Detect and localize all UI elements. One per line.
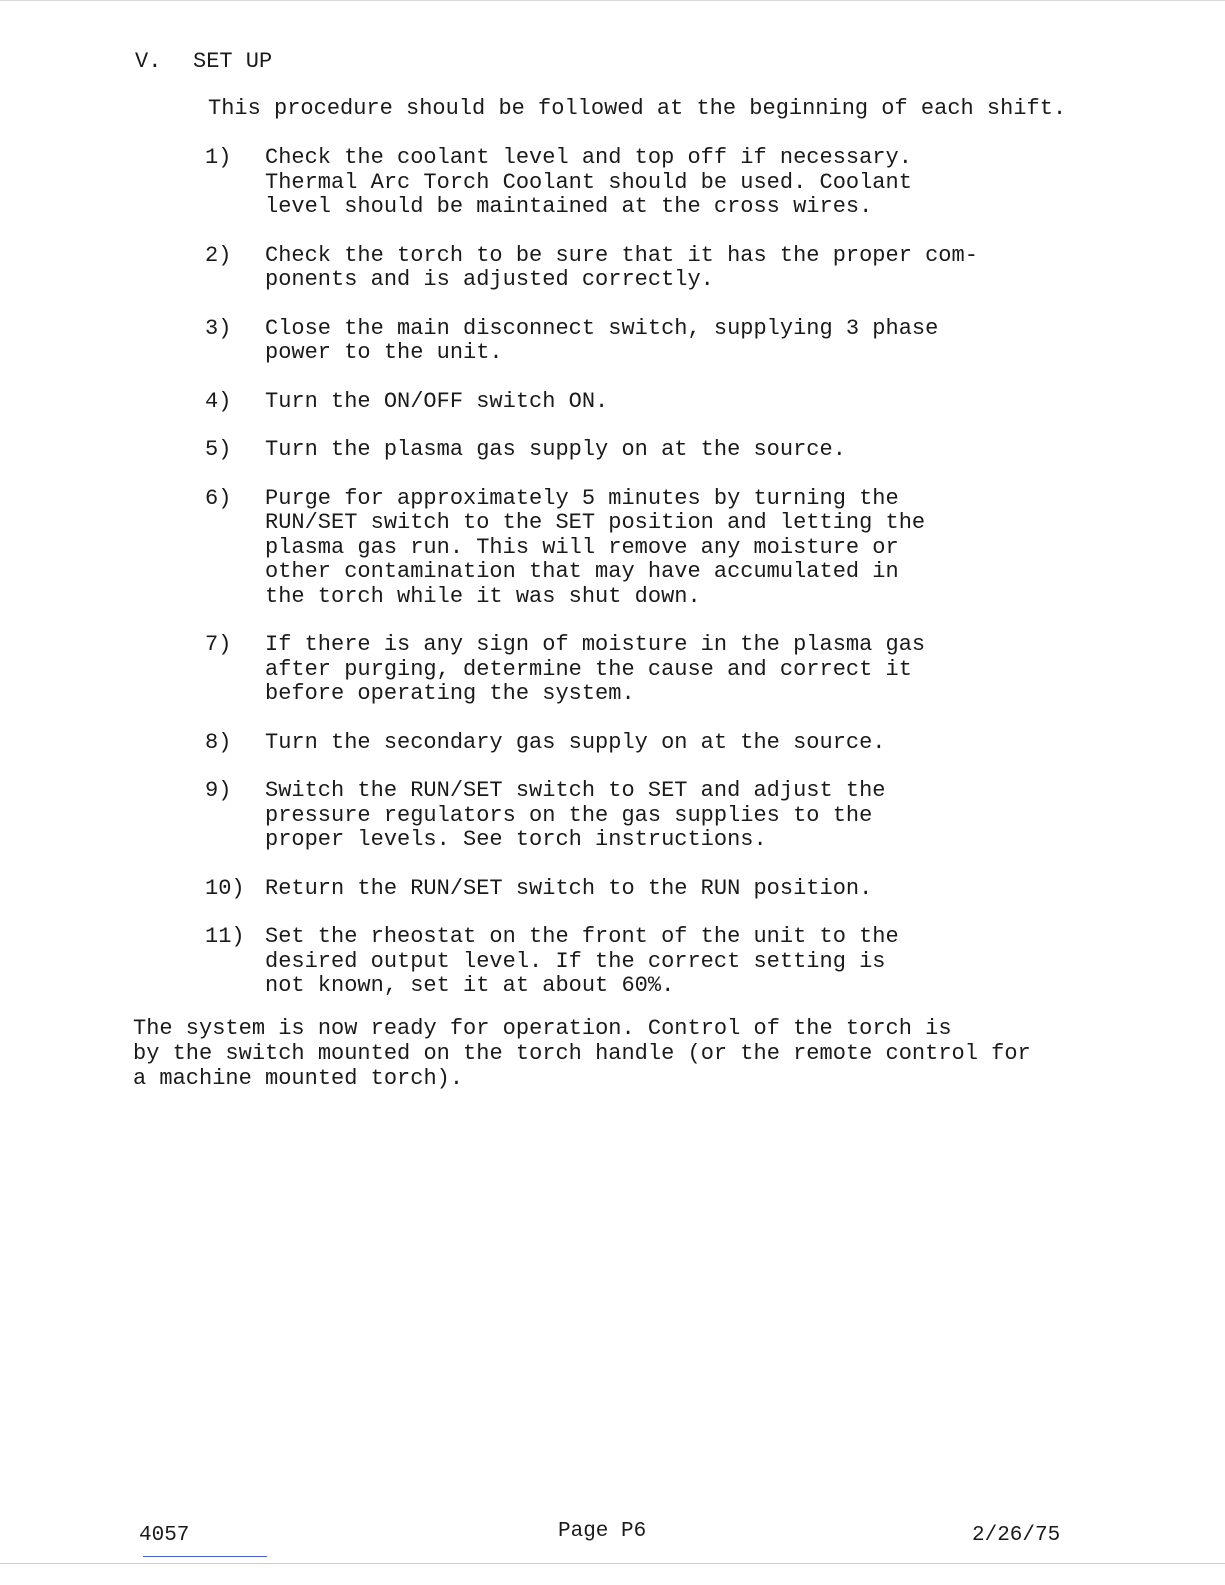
- step-number-label: 5): [205, 437, 232, 462]
- step-text: Return the RUN/SET switch to the RUN position.: [265, 875, 873, 901]
- setup-step: [185, 317, 1085, 366]
- setup-step: [185, 731, 1085, 756]
- setup-step: [185, 146, 1085, 220]
- intro-paragraph: This procedure should be followed at the beginning of each shift.: [208, 96, 1067, 121]
- step-number-label: 3): [205, 315, 232, 341]
- step-number-label: 7): [205, 632, 232, 657]
- setup-step: [185, 633, 1085, 707]
- step-number: [185, 438, 265, 463]
- step-text: Turn the secondary gas supply on at the source.: [265, 729, 886, 755]
- step-text: Check the coolant level and top off if necessary. Thermal Arc Torch Coolant should be used. Coolant level should be maintained at the cross wires.: [265, 145, 912, 219]
- setup-step: [185, 925, 1085, 999]
- section-heading: [135, 50, 272, 74]
- step-text: Turn the plasma gas supply on at the source.: [265, 437, 846, 462]
- setup-step: [185, 877, 1085, 902]
- step-text: If there is any sign of moisture in the plasma gas after purging, determine the cause and correct it before operating the system.: [265, 632, 926, 706]
- setup-step: [185, 390, 1085, 415]
- setup-steps-list: [185, 146, 1085, 1023]
- scan-blue-mark: [143, 1556, 267, 1557]
- step-number-label: 2): [205, 242, 232, 268]
- setup-step: [185, 487, 1085, 610]
- step-number: [185, 925, 265, 999]
- step-number: [185, 146, 265, 220]
- step-number-label: 4): [205, 388, 232, 414]
- step-number-label: 8): [205, 729, 232, 755]
- closing-paragraph: The system is now ready for operation. Control of the torch is by the switch mounted on the torch handle (or the remote control for a machine mounted torch).: [133, 1016, 1031, 1091]
- footer-doc-number: 4057: [139, 1524, 190, 1547]
- step-number-label: 9): [205, 778, 232, 803]
- scan-edge-top: [0, 0, 1225, 1]
- step-text: Close the main disconnect switch, supplying 3 phase power to the unit.: [265, 315, 939, 365]
- step-number: [185, 731, 265, 756]
- section-title: SET UP: [193, 49, 273, 74]
- setup-step: [185, 779, 1085, 853]
- step-number: [185, 317, 265, 366]
- step-number: [185, 487, 265, 610]
- step-text: Purge for approximately 5 minutes by turning the RUN/SET switch to the SET position and letting the plasma gas run. This will remove any moisture or other contamination that may have accumulated in the torch while it was shut down.: [265, 485, 926, 609]
- step-number-label: 10): [205, 875, 245, 901]
- scan-edge-bottom: [0, 1563, 1225, 1564]
- step-number: [185, 633, 265, 707]
- step-text: Check the torch to be sure that it has the proper com- ponents and is adjusted correctly.: [265, 242, 978, 292]
- setup-step: [185, 244, 1085, 293]
- step-number-label: 6): [205, 485, 232, 511]
- step-number: [185, 779, 265, 853]
- step-text: Turn the ON/OFF switch ON.: [265, 388, 609, 414]
- footer-page-number: Page P6: [558, 1520, 647, 1543]
- footer-date: 2/26/75: [972, 1524, 1061, 1547]
- step-number: [185, 877, 265, 902]
- section-number: V.: [135, 49, 162, 74]
- step-text: Switch the RUN/SET switch to SET and adjust the pressure regulators on the gas supplies to the proper levels. See torch instructions.: [265, 778, 886, 852]
- step-number: [185, 244, 265, 293]
- step-number: [185, 390, 265, 415]
- setup-step: [185, 438, 1085, 463]
- step-number-label: 1): [205, 145, 232, 170]
- step-text: Set the rheostat on the front of the unit to the desired output level. If the correct setting is not known, set it at about 60%.: [265, 924, 899, 998]
- step-number-label: 11): [205, 924, 245, 949]
